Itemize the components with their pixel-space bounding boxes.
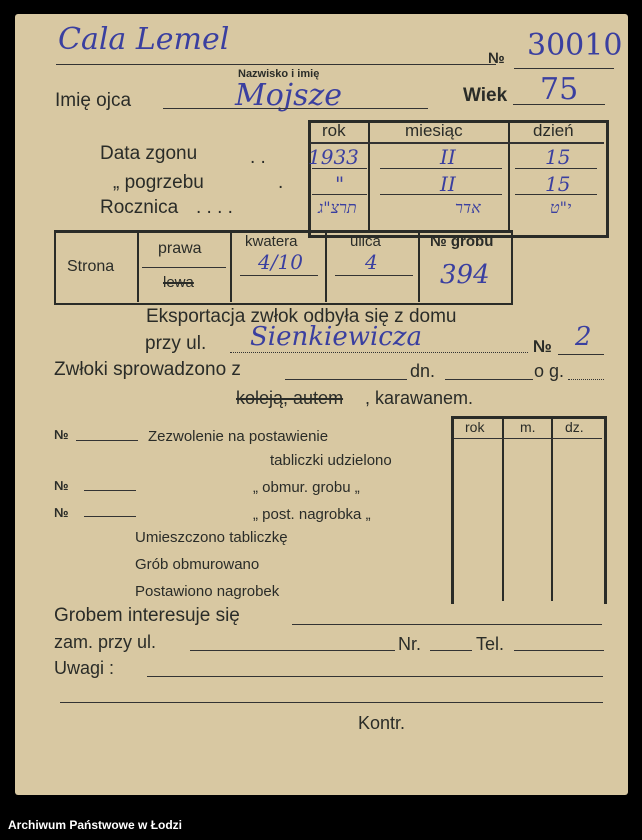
brought-label: Zwłoki sprowadzono z: [54, 359, 241, 380]
permit-no-label: №: [54, 478, 69, 493]
address-label: zam. przy ul.: [54, 632, 157, 652]
transport: , karawanem.: [365, 388, 474, 408]
line: [430, 650, 472, 651]
header-miesiac: miesiąc: [405, 121, 463, 140]
father-label: Imię ojca: [55, 90, 132, 111]
line: [240, 275, 318, 276]
interest-label: Grobem interesuje się: [54, 605, 240, 626]
line: [76, 440, 138, 441]
permits-table: [451, 416, 607, 604]
divider: [454, 438, 602, 439]
kwatera-label: kwatera: [245, 233, 298, 250]
permit-wall: „ obmur. grobu „: [253, 479, 360, 496]
line: [312, 168, 367, 169]
street-label: przy ul.: [145, 333, 207, 354]
burial-month: II: [440, 172, 456, 196]
divider: [137, 232, 139, 302]
death-date-label: Data zgonu: [100, 143, 198, 164]
anniversary-label: Rocznica: [100, 197, 179, 218]
age-value: 75: [540, 72, 579, 107]
line: [292, 624, 602, 625]
divider: [418, 232, 420, 302]
header-rok: rok: [322, 121, 346, 140]
surname-name: Cala Lemel: [58, 22, 230, 57]
line: [380, 194, 502, 195]
line: [515, 168, 597, 169]
anniversary-month: אדר: [455, 198, 481, 217]
divider: [325, 232, 327, 302]
anniversary-day: י"ט: [550, 198, 572, 217]
age-line: [513, 104, 605, 105]
line: [558, 354, 604, 355]
strona-label: Strona: [67, 258, 115, 275]
father-line: [163, 108, 428, 109]
line: [285, 379, 407, 380]
divider: [230, 232, 232, 302]
grobu-label: № grobu: [430, 233, 494, 250]
number-line: [514, 68, 614, 69]
line: [380, 168, 502, 169]
divider: [368, 122, 370, 232]
house-no-label: №: [533, 337, 552, 356]
father-name: Mojsze: [235, 78, 343, 113]
prawa-label: prawa: [158, 240, 202, 257]
name-caption: Nazwisko i imię: [238, 68, 320, 80]
header-dzien: dzień: [533, 121, 574, 140]
nr-label: Nr.: [398, 634, 422, 654]
number-label: №: [488, 50, 505, 67]
transport-struck: koleją, autem: [236, 388, 344, 408]
age-label: Wiek: [463, 85, 508, 106]
line: [312, 194, 367, 195]
tel-label: Tel.: [476, 634, 505, 654]
kontr-label: Kontr.: [358, 713, 406, 733]
permits-header-rok: rok: [465, 419, 485, 435]
permit-tombstone: „ post. nagrobka „: [253, 506, 371, 523]
dn-label: dn.: [410, 361, 436, 381]
burial-date-label: „ pogrzebu: [113, 172, 204, 193]
notes-label: Uwagi :: [54, 658, 115, 678]
divider: [508, 122, 510, 232]
line: [84, 490, 136, 491]
export-line: Eksportacja zwłok odbyła się z domu: [146, 306, 457, 327]
grobu-value: 394: [440, 260, 490, 290]
ulica-value: 4: [365, 250, 378, 274]
grave-walled: Grób obmurowano: [135, 556, 260, 573]
record-number: 30010: [527, 28, 623, 63]
line: [142, 267, 226, 268]
line: [147, 676, 603, 677]
permits-header-m: m.: [520, 419, 536, 435]
divider: [310, 142, 604, 144]
lewa-label-struck: lewa: [163, 274, 194, 291]
ulica-label: ulica: [350, 233, 381, 250]
archive-credit: Archiwum Państwowe w Łodzi: [8, 818, 183, 832]
line: [568, 379, 604, 380]
name-line: [56, 64, 496, 65]
plaque-placed: Umieszczono tabliczkę: [135, 529, 288, 546]
permit-plaque-2: tabliczki udzielono: [270, 452, 392, 469]
divider: [551, 419, 553, 601]
burial-day: 15: [545, 172, 571, 196]
line: [335, 275, 413, 276]
tombstone-placed: Postawiono nagrobek: [135, 583, 280, 600]
death-year: 1933: [308, 145, 359, 169]
kwatera-value: 4/10: [258, 250, 303, 274]
line: [445, 379, 533, 380]
line: [60, 702, 603, 703]
permit-plaque-1: Zezwolenie na postawienie: [148, 428, 329, 445]
permit-no-label: №: [54, 427, 69, 442]
death-month: II: [440, 145, 456, 169]
divider: [502, 419, 504, 601]
line: [515, 194, 597, 195]
line: [190, 650, 395, 651]
line: [84, 516, 136, 517]
street-value: Sienkiewicza: [250, 322, 423, 352]
anniversary-year: תרצ"ג: [318, 198, 357, 217]
og-label: o g.: [534, 361, 565, 381]
burial-year: ": [335, 172, 345, 196]
death-day: 15: [545, 145, 571, 169]
permit-no-label: №: [54, 505, 69, 520]
line: [514, 650, 604, 651]
line: [230, 352, 528, 353]
house-no: 2: [575, 322, 592, 352]
permits-header-dz: dz.: [565, 419, 584, 435]
